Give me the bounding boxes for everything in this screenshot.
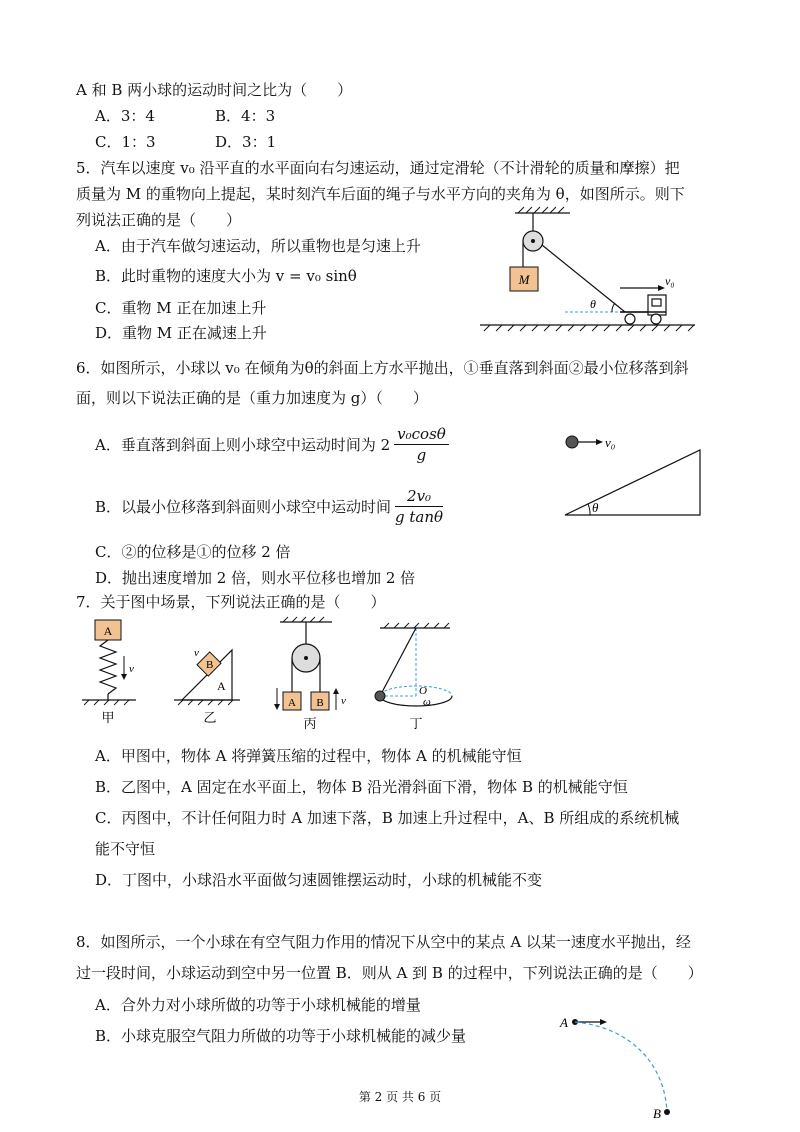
q6-option-a-numerator: v₀cosθ xyxy=(394,424,449,445)
q7-scene-jia xyxy=(82,620,136,725)
page-footer: 第 2 页 共 6 页 xyxy=(358,1090,442,1104)
q7-bing-block-a: A xyxy=(288,697,296,709)
q7-bing-velocity-label: v xyxy=(341,695,346,707)
q5-truck xyxy=(620,295,666,324)
q4-option-b: B．4：3 xyxy=(215,107,276,125)
q7-ding-ball xyxy=(375,691,385,701)
q7-bing-block-b: B xyxy=(316,697,324,709)
q7-stem: 7．关于图中场景，下列说法正确的是（ ） xyxy=(76,593,386,611)
q7-scene-bing xyxy=(274,617,346,731)
q6-option-a-text: A．垂直落到斜面上则小球空中运动时间为 2 xyxy=(95,435,391,454)
q7-jia-velocity-label: v xyxy=(129,663,134,675)
q6-option-b-text: B．以最小位移落到斜面则小球空中运动时间 xyxy=(95,497,392,516)
q8-point-a-label: A xyxy=(560,1015,568,1030)
q5-velocity-label: v₀ xyxy=(665,274,675,288)
q8-point-b-label: B xyxy=(653,1106,661,1121)
q7-option-a: A．甲图中，物体 A 将弹簧压缩的过程中，物体 A 的机械能守恒 xyxy=(95,747,522,765)
q8-option-b: B．小球克服空气阻力所做的功等于小球机械能的减少量 xyxy=(95,1027,467,1045)
q6-option-d: D．抛出速度增加 2 倍，则水平位移也增加 2 倍 xyxy=(95,569,416,587)
q6-incline xyxy=(565,450,700,515)
q7-scene-ding xyxy=(375,623,452,731)
q5-option-b: B．此时重物的速度大小为 v = v₀ sinθ xyxy=(95,267,357,285)
q6-option-b xyxy=(95,486,443,527)
q7-ding-omega-label: ω xyxy=(423,696,431,708)
q7-yi-incline-label: A xyxy=(217,679,226,693)
q8-stem-line-2: 过一段时间，小球运动到空中另一位置 B．则从 A 到 B 的过程中，下列说法正确的是（ ） xyxy=(76,964,703,982)
q6-option-b-fraction xyxy=(395,486,443,527)
q5-pulley-truck-figure xyxy=(470,205,700,345)
q7-option-d: D．丁图中，小球沿水平面做匀速圆锥摆运动时，小球的机械能不变 xyxy=(95,871,543,889)
q7-option-b: B．乙图中，A 固定在水平面上，物体 B 沿光滑斜面下滑，物体 B 的机械能守恒 xyxy=(95,778,628,796)
q6-option-a-denominator: g xyxy=(416,446,427,464)
q7-caption-bing: 丙 xyxy=(303,716,317,731)
q5-option-d: D．重物 M 正在减速上升 xyxy=(95,324,267,342)
q4-option-c: C．1：3 xyxy=(95,133,156,151)
q6-incline-figure xyxy=(560,430,710,520)
q6-option-b-denominator: g tanθ xyxy=(395,508,444,526)
q7-yi-velocity-label: v xyxy=(194,647,199,659)
q6-velocity-label: v₀ xyxy=(605,435,616,450)
q6-option-b-numerator: 2v₀ xyxy=(395,486,443,507)
q5-stem-line-3: 列说法正确的是（ ） xyxy=(76,211,242,229)
q6-ball xyxy=(566,436,578,448)
q7-caption-ding: 丁 xyxy=(409,716,423,731)
q5-stem-line-1: 5．汽车以速度 v₀ 沿平直的水平面向右匀速运动，通过定滑轮（不计滑轮的质量和摩擦）把 xyxy=(76,159,680,177)
q6-stem-line-2: 面，则以下说法正确的是（重力加速度为 g）（ ） xyxy=(76,389,428,407)
q6-option-c: C．②的位移是①的位移 2 倍 xyxy=(95,543,291,561)
q7-ding-center-label: O xyxy=(419,685,427,697)
q8-option-a: A．合外力对小球所做的功等于小球机械能的增量 xyxy=(95,996,421,1014)
q7-jia-block-label: A xyxy=(103,624,113,638)
q6-stem-line-1: 6．如图所示，小球以 v₀ 在倾角为θ的斜面上方水平抛出，①垂直落到斜面②最小位移落到斜 xyxy=(76,359,689,377)
q5-mass-label: M xyxy=(518,272,530,287)
q5-angle-label: θ xyxy=(590,297,596,311)
q7-scene-yi xyxy=(174,647,240,725)
q4-option-d: D．3：1 xyxy=(215,133,277,151)
q4-option-a: A．3：4 xyxy=(95,107,155,125)
q5-option-c: C．重物 M 正在加速上升 xyxy=(95,299,267,317)
q7-option-c: C．丙图中，不计任何阻力时 A 加速下落，B 加速上升过程中，A、B 所组成的系统机械 xyxy=(95,809,680,827)
q8-stem-line-1: 8．如图所示，一个小球在有空气阻力作用的情况下从空中的某点 A 以某一速度水平抛出，经 xyxy=(76,933,691,951)
q4-stem: A 和 B 两小球的运动时间之比为（ ） xyxy=(76,81,353,99)
q5-option-a: A．由于汽车做匀速运动，所以重物也是匀速上升 xyxy=(95,237,421,255)
q7-option-c-continued: 能不守恒 xyxy=(95,840,156,858)
q6-option-a-fraction xyxy=(394,424,449,465)
q5-stem-line-2: 质量为 M 的重物向上提起，某时刻汽车后面的绳子与水平方向的夹角为 θ，如图所示。则下 xyxy=(76,185,685,203)
q7-caption-jia: 甲 xyxy=(101,710,115,725)
q7-caption-yi: 乙 xyxy=(203,710,217,725)
q7-scenes-figure xyxy=(70,616,470,734)
q6-angle-label: θ xyxy=(592,500,599,515)
q7-yi-block-label: B xyxy=(206,659,214,671)
q6-option-a xyxy=(95,424,449,465)
